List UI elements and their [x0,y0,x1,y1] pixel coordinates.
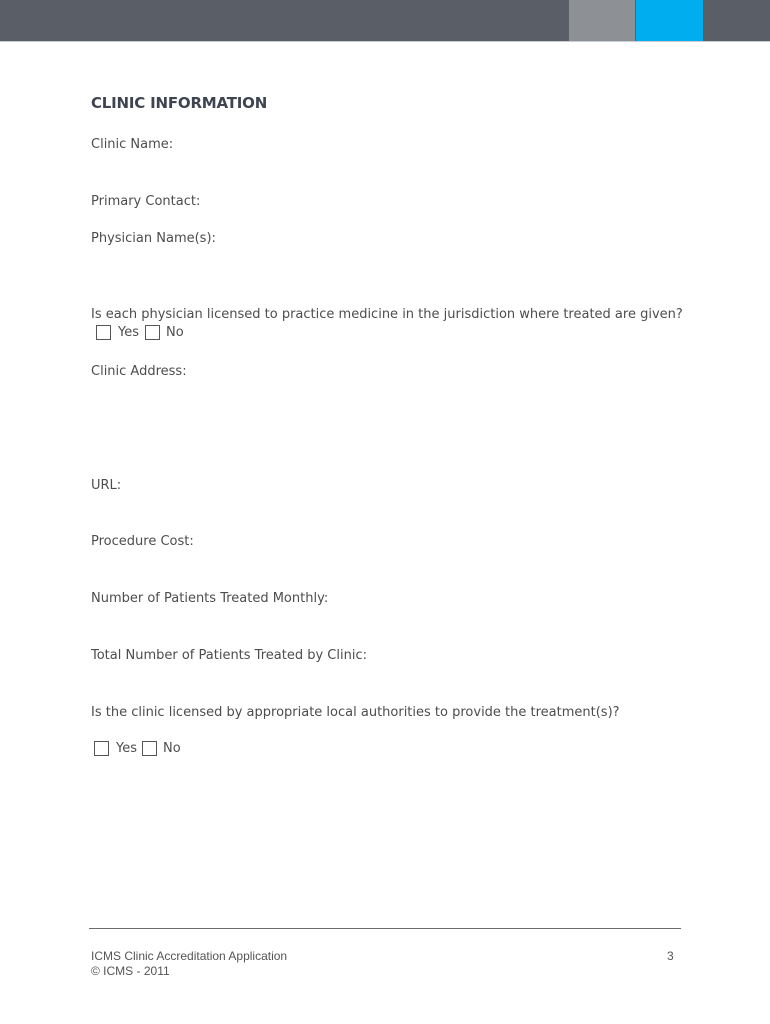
footer-copyright: © ICMS - 2011 [91,964,170,978]
physician-licensed-no-checkbox[interactable] [145,325,160,340]
clinic-address-label: Clinic Address: [91,364,187,379]
physician-licensed-no-label: No [166,325,184,340]
clinic-licensed-no-checkbox[interactable] [142,741,157,756]
clinic-licensed-question: Is the clinic licensed by appropriate local authorities to provide the treatment(s)? [91,705,620,720]
footer-divider [89,928,681,929]
footer-title: ICMS Clinic Accreditation Application [91,949,288,963]
header-gray-block [569,0,635,42]
clinic-name-label: Clinic Name: [91,137,174,152]
clinic-licensed-yes-checkbox[interactable] [94,741,109,756]
patients-total-label: Total Number of Patients Treated by Clinic: [91,648,367,663]
url-label: URL: [91,478,122,493]
header-divider [0,41,770,42]
header-blue-block [636,0,703,42]
clinic-licensed-no-label: No [163,741,181,756]
patients-monthly-label: Number of Patients Treated Monthly: [91,591,329,606]
procedure-cost-label: Procedure Cost: [91,534,194,549]
primary-contact-label: Primary Contact: [91,194,201,209]
clinic-licensed-yes-label: Yes [116,741,137,756]
header-bar [0,0,770,42]
physician-licensed-question: Is each physician licensed to practice medicine in the jurisdiction where treated are given? [91,307,683,322]
physician-licensed-yes-label: Yes [118,325,139,340]
section-title: CLINIC INFORMATION [91,94,268,112]
physician-licensed-yes-checkbox[interactable] [96,325,111,340]
physician-names-label: Physician Name(s): [91,231,216,246]
page-number: 3 [667,949,674,963]
